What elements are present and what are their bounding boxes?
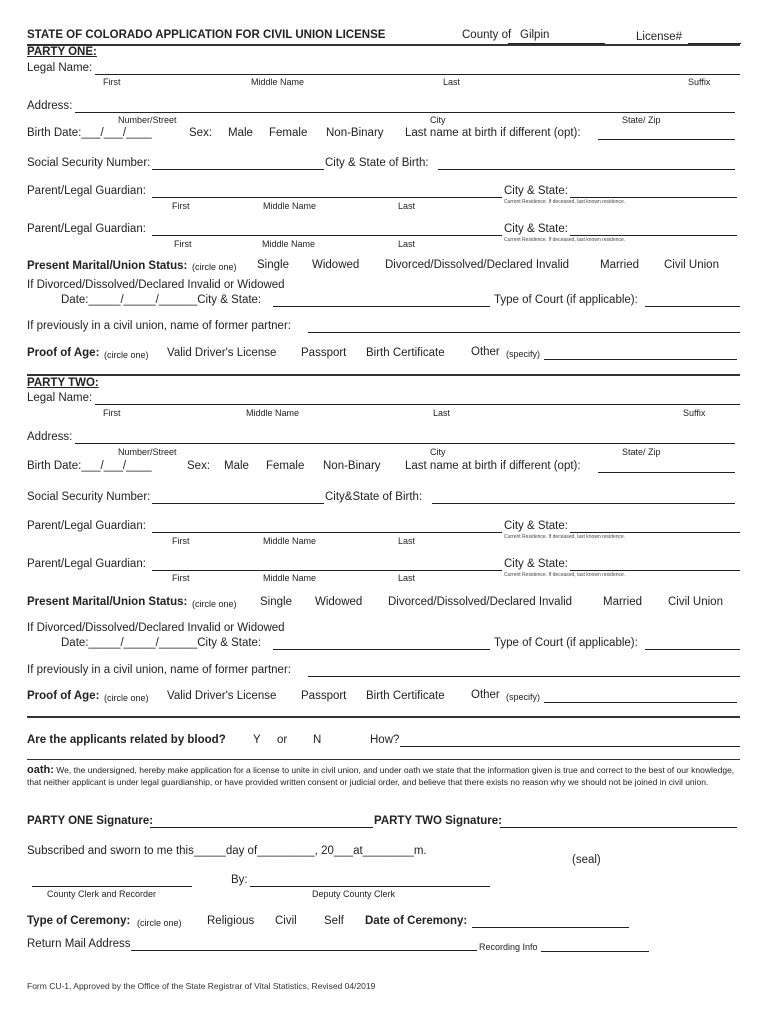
proof-age-label: Proof of Age: <box>27 347 100 359</box>
marital-option-divorced[interactable]: Divorced/Dissolved/Declared Invalid <box>385 259 570 271</box>
parent-1-label: Parent/Legal Guardian: <box>27 185 146 197</box>
city-state-birth-field[interactable] <box>438 169 735 170</box>
if-divorced-label: If Divorced/Dissolved/Declared Invalid or Widowed <box>27 622 285 634</box>
city-state-birth-field[interactable] <box>432 503 735 504</box>
type-court-label: Type of Court (if applicable): <box>494 294 638 306</box>
form-footer-note: Form CU-1, Approved by the Office of the State Registrar of Vital Statistics, Revised 04/2019 <box>27 981 376 991</box>
proof-other-field[interactable] <box>544 359 737 360</box>
specify-note: (specify) <box>506 692 541 702</box>
oath-text: We, the undersigned, hereby make application for a license to unite in civil union, and under oath we state that the information given is true and correct to the best of our knowledge, that neither applicant is under legal guardianship, or have provided written consent or judicial order, and believe that there exists no reason why we should not be joined in civil union. <box>27 765 735 787</box>
related-or: or <box>277 734 288 746</box>
proof-option-birth-certificate[interactable]: Birth Certificate <box>366 690 445 702</box>
proof-option-other[interactable]: Other <box>471 346 500 358</box>
type-court-label: Type of Court (if applicable): <box>494 637 638 649</box>
first-caption: First <box>103 77 121 87</box>
return-mail-field[interactable] <box>131 950 477 951</box>
circle-one-note: (circle one) <box>104 693 149 703</box>
type-court-field[interactable] <box>645 306 740 307</box>
by-label: By: <box>231 874 248 886</box>
parent-2-label: Parent/Legal Guardian: <box>27 558 146 570</box>
ssn-field[interactable] <box>152 503 324 504</box>
party-one-signature-label: PARTY ONE Signature: <box>27 815 154 827</box>
deputy-clerk-caption: Deputy County Clerk <box>312 889 396 899</box>
proof-option-passport[interactable]: Passport <box>301 347 347 359</box>
sex-label: Sex: <box>189 127 213 139</box>
sex-option-non-binary[interactable]: Non-Binary <box>326 127 384 139</box>
type-court-field[interactable] <box>645 649 740 650</box>
legal-name-label: Legal Name: <box>27 392 93 404</box>
related-question: Are the applicants related by blood? <box>27 734 226 746</box>
marital-option-single[interactable]: Single <box>257 259 289 271</box>
state-zip-caption: State/ Zip <box>622 447 661 457</box>
last-name-birth-field[interactable] <box>598 472 735 473</box>
last-name-birth-label: Last name at birth if different (opt): <box>405 127 581 139</box>
number-street-caption: Number/Street <box>118 447 177 457</box>
marital-option-civil-union[interactable]: Civil Union <box>664 259 719 271</box>
prev-partner-field[interactable] <box>308 676 740 677</box>
party-two-heading: PARTY TWO: <box>27 377 99 389</box>
marital-option-married[interactable]: Married <box>603 596 642 608</box>
middle-caption: Middle Name <box>263 536 317 546</box>
proof-option-passport[interactable]: Passport <box>301 690 347 702</box>
related-how-field[interactable] <box>400 746 740 747</box>
address-label: Address: <box>27 431 73 443</box>
parent-1-city-field[interactable] <box>570 197 737 198</box>
form-title: STATE OF COLORADO APPLICATION FOR CIVIL UNION LICENSE <box>27 29 386 41</box>
current-residence-caption: Current Residence. If deceased, last known residence. <box>504 199 626 205</box>
marital-status-label: Present Marital/Union Status: <box>27 596 188 608</box>
city-state-birth-label: City & State of Birth: <box>325 157 429 169</box>
recording-info-field[interactable] <box>541 951 649 952</box>
recording-info-label: Recording Info <box>479 942 538 952</box>
sworn-statement[interactable]: Subscribed and sworn to me this_____day of_________, 20___at________m. <box>27 845 427 857</box>
state-zip-caption: State/ Zip <box>622 115 661 125</box>
deputy-clerk-signature-field[interactable] <box>250 886 490 887</box>
oath-label: oath: <box>27 764 54 776</box>
sex-option-non-binary[interactable]: Non-Binary <box>323 460 381 472</box>
last-caption: Last <box>398 573 416 583</box>
legal-name-field[interactable] <box>95 404 740 405</box>
parent-2-name-field[interactable] <box>152 235 502 236</box>
party-one-heading: PARTY ONE: <box>27 46 97 58</box>
divorce-date-field[interactable]: Date:_____/_____/______City & State: <box>61 294 262 306</box>
related-yes-option[interactable]: Y <box>253 734 261 746</box>
current-residence-caption: Current Residence. If deceased, last known residence. <box>504 572 626 578</box>
first-caption: First <box>172 536 190 546</box>
sex-option-female[interactable]: Female <box>266 460 305 472</box>
ssn-label: Social Security Number: <box>27 157 151 169</box>
last-caption: Last <box>398 536 416 546</box>
prev-partner-label: If previously in a civil union, name of former partner: <box>27 320 291 332</box>
marital-option-widowed[interactable]: Widowed <box>312 259 360 271</box>
number-street-caption: Number/Street <box>118 115 177 125</box>
parent-2-city-field[interactable] <box>570 235 737 236</box>
last-name-birth-label: Last name at birth if different (opt): <box>405 460 581 472</box>
parent-1-name-field[interactable] <box>152 532 502 533</box>
return-mail-label: Return Mail Address <box>27 938 131 950</box>
proof-option-drivers-license[interactable]: Valid Driver's License <box>167 347 277 359</box>
if-divorced-label: If Divorced/Dissolved/Declared Invalid or Widowed <box>27 279 285 291</box>
marital-option-divorced[interactable]: Divorced/Dissolved/Declared Invalid <box>388 596 573 608</box>
proof-option-birth-certificate[interactable]: Birth Certificate <box>366 347 445 359</box>
license-label: License# <box>636 31 683 43</box>
marital-option-widowed[interactable]: Widowed <box>315 596 363 608</box>
first-caption: First <box>174 239 192 249</box>
last-caption: Last <box>398 201 416 211</box>
party-two-signature-label: PARTY TWO Signature: <box>374 815 502 827</box>
header-rule <box>27 44 740 46</box>
marital-option-married[interactable]: Married <box>600 259 639 271</box>
circle-one-note: (circle one) <box>137 918 182 928</box>
ceremony-type-label: Type of Ceremony: <box>27 915 131 927</box>
related-no-option[interactable]: N <box>313 734 322 746</box>
address-label: Address: <box>27 100 73 112</box>
current-residence-caption: Current Residence. If deceased, last known residence. <box>504 237 626 243</box>
first-caption: First <box>103 408 121 418</box>
circle-one-note: (circle one) <box>192 599 237 609</box>
middle-caption: Middle Name <box>263 201 317 211</box>
parent-1-city-label: City & State: <box>504 185 568 197</box>
first-caption: First <box>172 201 190 211</box>
last-caption: Last <box>433 408 451 418</box>
oath-paragraph <box>27 764 739 788</box>
marital-status-label: Present Marital/Union Status: <box>27 260 188 272</box>
parent-2-city-label: City & State: <box>504 223 568 235</box>
legal-name-label: Legal Name: <box>27 62 93 74</box>
address-field[interactable] <box>75 443 735 444</box>
parent-2-city-label: City & State: <box>504 558 568 570</box>
address-field[interactable] <box>75 112 735 113</box>
last-caption: Last <box>398 239 416 249</box>
divorce-city-field[interactable] <box>273 649 490 650</box>
parent-2-name-field[interactable] <box>152 570 502 571</box>
sex-option-male[interactable]: Male <box>224 460 249 472</box>
parent-2-city-field[interactable] <box>570 570 740 571</box>
legal-name-field[interactable] <box>95 74 740 75</box>
middle-caption: Middle Name <box>263 573 317 583</box>
proof-age-label: Proof of Age: <box>27 690 100 702</box>
prev-partner-label: If previously in a civil union, name of former partner: <box>27 664 291 676</box>
party-two-signature-field[interactable] <box>500 827 737 828</box>
oath-divider <box>27 759 740 760</box>
seal-placeholder: (seal) <box>572 854 601 866</box>
county-clerk-signature-field[interactable] <box>32 886 192 887</box>
ceremony-option-self[interactable]: Self <box>324 915 344 927</box>
ssn-field[interactable] <box>152 169 324 170</box>
party-one-signature-field[interactable] <box>150 827 373 828</box>
circle-one-note: (circle one) <box>192 262 237 272</box>
ssn-label: Social Security Number: <box>27 491 151 503</box>
section-divider <box>27 716 740 718</box>
proof-option-drivers-license[interactable]: Valid Driver's License <box>167 690 277 702</box>
middle-caption: Middle Name <box>246 408 300 418</box>
last-name-birth-field[interactable] <box>598 139 735 140</box>
related-how-label: How? <box>370 734 400 746</box>
circle-one-note: (circle one) <box>104 350 149 360</box>
city-state-birth-label: City&State of Birth: <box>325 491 423 503</box>
last-caption: Last <box>443 77 461 87</box>
county-label: County of <box>462 29 512 41</box>
city-caption: City <box>430 447 446 457</box>
ceremony-date-label: Date of Ceremony: <box>365 915 468 927</box>
first-caption: First <box>172 573 190 583</box>
section-divider <box>27 374 740 376</box>
sex-option-female[interactable]: Female <box>269 127 308 139</box>
proof-other-field[interactable] <box>544 702 737 703</box>
parent-2-label: Parent/Legal Guardian: <box>27 223 146 235</box>
divorce-date-field[interactable]: Date:_____/_____/______City & State: <box>61 637 262 649</box>
parent-1-name-field[interactable] <box>152 197 502 198</box>
marital-option-civil-union[interactable]: Civil Union <box>668 596 723 608</box>
city-caption: City <box>430 115 446 125</box>
middle-caption: Middle Name <box>262 239 316 249</box>
parent-1-city-field[interactable] <box>570 532 740 533</box>
current-residence-caption: Current Residence. If deceased, last known residence. <box>504 534 626 540</box>
birth-date-field[interactable]: Birth Date:___/___/____ <box>27 460 152 472</box>
marital-option-single[interactable]: Single <box>260 596 292 608</box>
specify-note: (specify) <box>506 349 541 359</box>
suffix-caption: Suffix <box>683 408 706 418</box>
prev-partner-field[interactable] <box>308 332 740 333</box>
divorce-city-field[interactable] <box>273 306 490 307</box>
parent-1-label: Parent/Legal Guardian: <box>27 520 146 532</box>
parent-1-city-label: City & State: <box>504 520 568 532</box>
ceremony-date-field[interactable] <box>472 927 629 928</box>
county-value: Gilpin <box>520 29 550 41</box>
birth-date-field[interactable]: Birth Date:___/___/____ <box>27 127 152 139</box>
ceremony-option-civil[interactable]: Civil <box>275 915 297 927</box>
ceremony-option-religious[interactable]: Religious <box>207 915 255 927</box>
sex-label: Sex: <box>187 460 211 472</box>
proof-option-other[interactable]: Other <box>471 689 500 701</box>
suffix-caption: Suffix <box>688 77 711 87</box>
county-clerk-caption: County Clerk and Recorder <box>47 889 157 899</box>
middle-caption: Middle Name <box>251 77 305 87</box>
sex-option-male[interactable]: Male <box>228 127 253 139</box>
